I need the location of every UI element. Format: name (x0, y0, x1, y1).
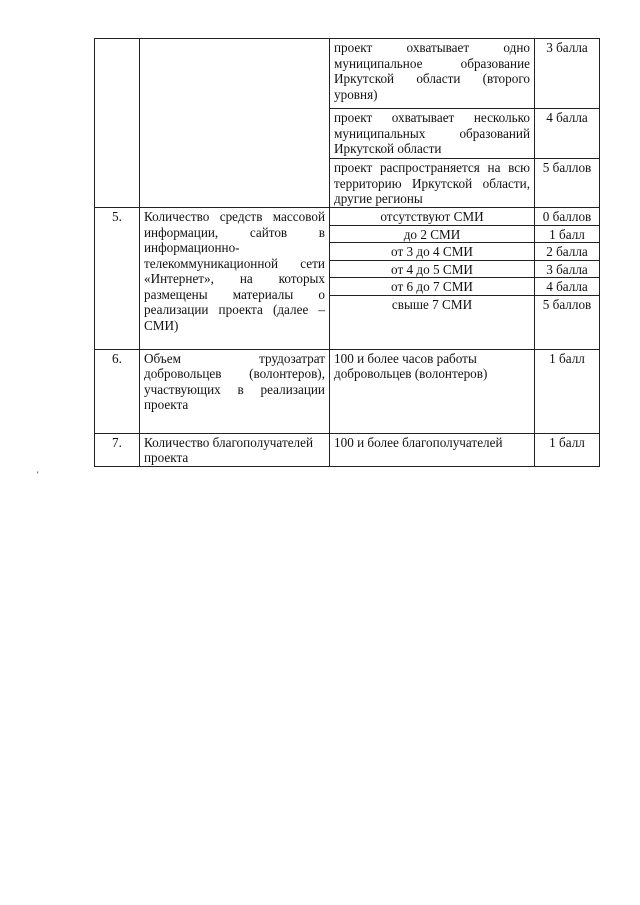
table-row (95, 433, 600, 466)
table-row (95, 208, 600, 226)
score-cell: 4 балла (535, 109, 600, 159)
condition-cell: до 2 СМИ (330, 225, 535, 243)
score-cell: 4 балла (535, 278, 600, 296)
score-cell: 3 балла (535, 260, 600, 278)
score-cell: 1 балл (535, 225, 600, 243)
criterion-cell: Объем трудозатрат добровольцев (волонтеров), участвующих в реализации проекта (140, 349, 330, 433)
row-number-cell: 5. (95, 208, 140, 350)
stray-mark: ‘ (36, 470, 40, 481)
condition-cell: 100 и более часов работы добровольцев (волонтеров) (330, 349, 535, 433)
condition-cell: от 6 до 7 СМИ (330, 278, 535, 296)
score-cell: 0 баллов (535, 208, 600, 226)
table-row (95, 349, 600, 433)
row-number-cell (95, 39, 140, 208)
condition-cell: проект охватывает одно муниципальное образование Иркутской области (второго уровня) (330, 39, 535, 109)
condition-cell: от 4 до 5 СМИ (330, 260, 535, 278)
condition-cell: свыше 7 СМИ (330, 295, 535, 349)
criterion-cell (140, 39, 330, 208)
row-number-cell: 6. (95, 349, 140, 433)
score-cell: 1 балл (535, 433, 600, 466)
score-cell: 2 балла (535, 243, 600, 261)
score-cell: 1 балл (535, 349, 600, 433)
score-cell: 5 баллов (535, 159, 600, 208)
condition-cell: проект охватывает несколько муниципальных образований Иркутской области (330, 109, 535, 159)
condition-cell: проект распространяется на всю территорию Иркутской области, другие регионы (330, 159, 535, 208)
criterion-cell: Количество благополучателей проекта (140, 433, 330, 466)
score-cell: 3 балла (535, 39, 600, 109)
row-number-cell: 7. (95, 433, 140, 466)
condition-cell: 100 и более благополучателей (330, 433, 535, 466)
table-row (95, 39, 600, 109)
condition-cell: от 3 до 4 СМИ (330, 243, 535, 261)
condition-cell: отсутствуют СМИ (330, 208, 535, 226)
criterion-cell: Количество средств массовой информации, сайтов в информационно-телекоммуникационной сети «Интернет», на которых размещены материалы о реализации проекта (далее – СМИ) (140, 208, 330, 350)
criteria-table (94, 38, 600, 467)
score-cell: 5 баллов (535, 295, 600, 349)
